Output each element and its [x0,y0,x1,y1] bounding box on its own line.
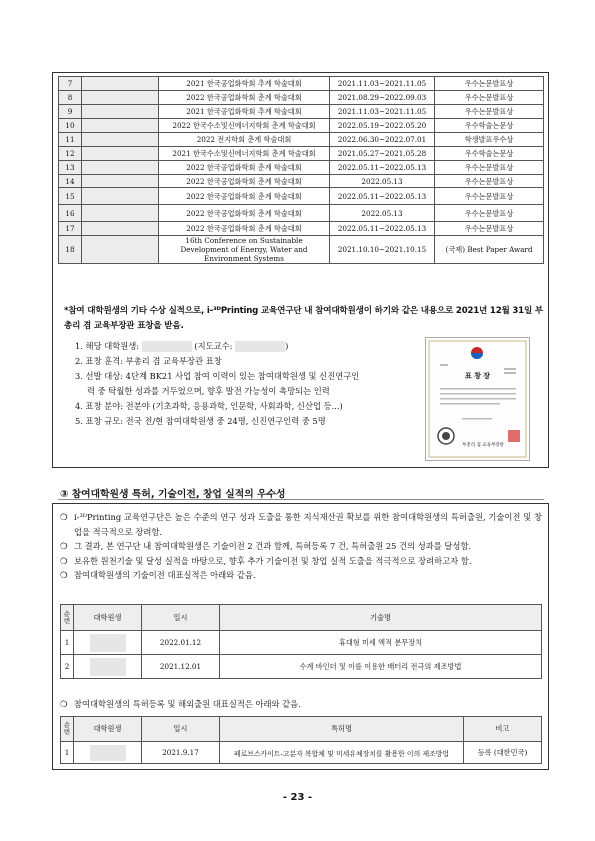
redacted-student [82,205,159,222]
table-row [59,188,544,205]
award-name: 우수논문발표상 [435,175,544,188]
table-row [59,91,544,105]
bullet-3: ❍ 보유한 원천기술 및 달성 실적을 바탕으로, 향후 추가 기술이전 및 창업 실적 도출을 적극적으로 장려하고자 함. [60,554,542,569]
award-name: (국제) Best Paper Award [435,236,544,264]
award-date: 2022.05.11~2022.05.13 [330,188,435,205]
row-number: 9 [59,105,82,119]
award-name: 우수논문발표상 [435,105,544,119]
award-details-list [75,339,420,429]
detail-item-1: 1. 해당 대학원생: (지도교수: ) [75,341,289,351]
redacted-student [82,236,159,264]
section-3-bullets [60,510,542,583]
award-date: 2022.06.30~2022.07.01 [330,133,435,147]
award-date: 2021.11.03~2021.11.05 [330,77,435,91]
redacted-student-name [142,341,192,352]
header-no: 순번 [61,605,74,631]
award-date: 2022.05.13 [330,205,435,222]
header-date: 일시 [142,605,220,631]
award-name: 우수논문발표상 [435,188,544,205]
table-row [59,133,544,147]
redacted-student [74,742,142,764]
row-number: 8 [59,91,82,105]
detail-item-3b: 력 중 탁월한 성과를 거두었으며, 향후 발전 가능성이 촉망되는 인력 [87,386,330,396]
redacted-student [82,77,159,91]
conference-name: 16th Conference on Sustainable Development of Energy, Water and Environment Systems [159,236,330,264]
conference-name: 2022 전지학회 춘계 학술대회 [159,133,330,147]
header-note: 비고 [464,717,542,742]
award-name: 우수논문발표상 [435,222,544,236]
award-name: 우수논문발표상 [435,77,544,91]
bullet-mark: ❍ [60,541,68,552]
row-number: 17 [59,222,82,236]
header-student: 대학원생 [74,605,142,631]
bullet-mark: ❍ [60,570,68,581]
conference-name: 2022 한국공업화학회 춘계 학술대회 [159,205,330,222]
table-row: 1 2022.01.12 휴대형 미세 액적 분무장치 [61,631,542,655]
redacted-student [82,133,159,147]
award-name: 학생발표우수상 [435,133,544,147]
awards-table [58,76,544,264]
award-date: 2021.10.10~2021.10.15 [330,236,435,264]
page-number: - 23 - [282,792,313,803]
header-patent: 특허명 [220,717,464,742]
award-date: 2022.05.19~2022.05.20 [330,119,435,133]
patent-table [60,716,542,764]
award-name: 우수학술논문상 [435,119,544,133]
award-note: *참여 대학원생의 기타 수상 실적으로, i-³ᴰPrinting 교육연구단 내 참여대학원생이 하기와 같은 내용으로 2021년 12월 31일 부총리 겸 교육부장관 표창을 받음. [64,306,543,331]
section-3-underline [58,499,544,500]
conference-name: 2022 한국공업화학회 춘계 학술대회 [159,91,330,105]
award-date: 2021.08.29~2022.09.03 [330,91,435,105]
redacted-student [82,222,159,236]
table-row [59,77,544,91]
row-number: 7 [59,77,82,91]
header-no: 순번 [61,717,74,742]
row-number: 12 [59,147,82,161]
row-number: 18 [59,236,82,264]
award-name: 우수논문발표상 [435,91,544,105]
detail-item-3a: 3. 선발 대상: 4단계 BK21 사업 참여 이력이 있는 참여대학원생 및 신진연구인 [75,371,360,381]
award-name: 우수논문발표상 [435,205,544,222]
detail-item-5: 5. 표창 규모: 전국 전/현 참여대학원생 중 24명, 신진연구인력 중 5명 [75,416,326,426]
redacted-student [82,188,159,205]
table-header [61,717,542,742]
section-3-bullet-5-wrap [60,697,542,712]
table-row [59,205,544,222]
row-number: 15 [59,188,82,205]
bullet-2: ❍ 그 결과, 본 연구단 내 참여대학원생은 기술이전 2 건과 함께, 특허등록 7 건, 특허출원 25 건의 성과를 달성함. [60,539,542,554]
conference-name: 2021 한국공업화학회 추계 학술대회 [159,105,330,119]
conference-name: 2022 한국공업화학회 춘계 학술대회 [159,222,330,236]
row-number: 10 [59,119,82,133]
header-student: 대학원생 [74,717,142,742]
award-date: 2021.05.27~2021.05.28 [330,147,435,161]
row-number: 16 [59,205,82,222]
certificate-image [425,337,530,461]
conference-name: 2022 한국공업화학회 춘계 학술대회 [159,161,330,175]
bullet-1: ❍ i-³ᴰPrinting 교육연구단은 높은 수준의 연구 성과 도출을 통한 지식재산권 확보를 위한 참여대학원생의 특허출원, 기술이전 및 창업을 적극적으로 장려함. [60,512,542,537]
award-name: 우수논문발표상 [435,161,544,175]
row-number: 14 [59,175,82,188]
bullet-mark: ❍ [60,699,68,709]
redacted-advisor-name [235,341,285,352]
bullet-5: ❍ 참여대학원생의 특허등록 및 해외출원 대표실적은 아래와 같음. [60,697,542,712]
conference-name: 2021 한국수소및신에너지학회 춘계 학술대회 [159,147,330,161]
redacted-student [82,161,159,175]
table-row: 2 2021.12.01 수계 바인더 및 이를 이용한 배터리 전극의 제조방법 [61,655,542,679]
redacted-student [82,105,159,119]
certificate-title: 표 창 장 [464,371,491,380]
redacted-student [82,119,159,133]
redacted-student [82,147,159,161]
table-header [61,605,542,631]
table-row [59,236,544,264]
detail-item-2: 2. 표창 훈격: 부총리 겸 교육부장관 표창 [75,356,222,366]
header-date: 일시 [142,717,220,742]
bullet-mark: ❍ [60,555,68,566]
bullet-4: ❍ 참여대학원생의 기술이전 대표실적은 아래와 같음. [60,568,542,583]
award-date: 2022.05.13 [330,175,435,188]
table-row: 1 2021.9.17 페로브스카이트-고분자 복합체 및 미세유체장치를 활용한 이의 제조방법 등록 (대한민국) [61,742,542,764]
table-row [59,147,544,161]
table-row [59,105,544,119]
award-date: 2021.11.03~2021.11.05 [330,105,435,119]
certificate-footer: 부총리 겸 교육부장관 [462,443,504,448]
conference-name: 2022 한국공업화학회 춘계 학술대회 [159,188,330,205]
row-number: 13 [59,161,82,175]
table-row [59,161,544,175]
conference-name: 2022 한국수소및신에너지학회 춘계 학술대회 [159,119,330,133]
redacted-student [74,655,142,679]
award-date: 2022.05.11~2022.05.13 [330,161,435,175]
table-row [59,175,544,188]
bullet-mark: ❍ [60,512,68,522]
header-tech: 기술명 [220,605,542,631]
award-name: 우수학술논문상 [435,147,544,161]
detail-item-4: 4. 표창 분야: 전분야 (기초과학, 응용과학, 인문학, 사회과학, 신산업 등...) [75,401,343,411]
redacted-student [82,91,159,105]
award-date: 2022.05.11~2022.05.13 [330,222,435,236]
section-3-title: ③ 참여대학원생 특허, 기술이전, 창업 실적의 우수성 [60,489,286,500]
conference-name: 2021 한국공업화학회 추계 학술대회 [159,77,330,91]
redacted-student [74,631,142,655]
table-row [59,222,544,236]
table-row [59,119,544,133]
conference-name: 2022 한국공업화학회 춘계 학술대회 [159,175,330,188]
tech-transfer-table [60,604,542,679]
redacted-student [82,175,159,188]
row-number: 11 [59,133,82,147]
